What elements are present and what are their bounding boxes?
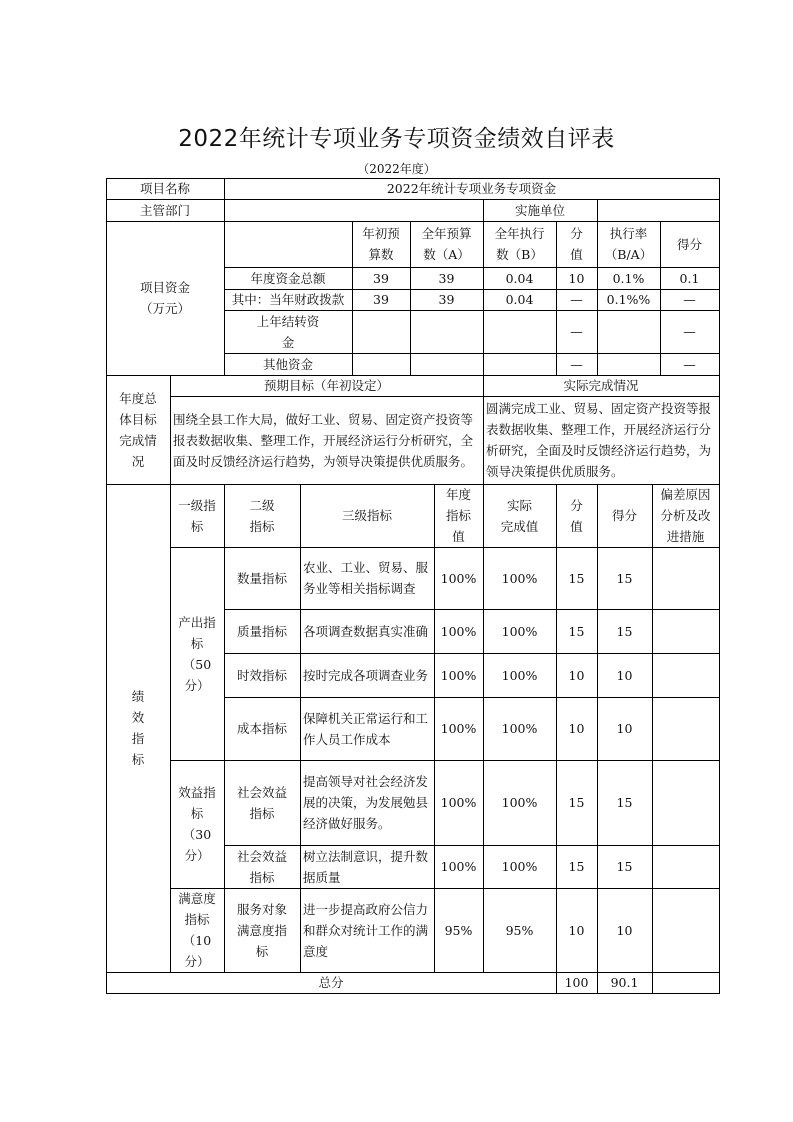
funds-header-score-max: 分 值 <box>570 226 583 262</box>
indicator-row-level3: 保障机关正常运行和工作人员工作成本 <box>303 710 429 747</box>
funds-row-initial <box>352 310 410 353</box>
indicator-row-level2: 社会效益 指标 <box>236 784 287 821</box>
grid-line <box>660 221 661 376</box>
grid-line <box>597 972 598 994</box>
grid-line <box>170 888 720 889</box>
funds-row-score_max: — <box>570 292 583 307</box>
indicator-row-actual: 95% <box>505 922 534 938</box>
grid-line <box>224 845 720 846</box>
grid-line <box>224 289 720 290</box>
funds-row-label: 其他资金 <box>262 356 313 372</box>
funds-row-executed <box>483 310 556 353</box>
indicator-row-score_max: 15 <box>568 570 585 586</box>
grid-line <box>170 375 171 485</box>
indicator-row-level2: 社会效益 指标 <box>236 848 287 885</box>
indicators-header-deviation: 偏差原因 分析及改 进措施 <box>660 487 711 544</box>
grid-line <box>170 547 720 548</box>
goals-expected-text: 围绕全县工作大局，做好工业、贸易、固定资产投资等报表数据收集、整理工作，开展经济运行分析研究，全面及时反馈经济运行趋势，为领导决策提供优质服务。 <box>173 411 474 469</box>
indicator-row-actual: 100% <box>501 795 538 810</box>
grid-line <box>410 221 411 376</box>
funds-row-rate <box>597 310 660 353</box>
indicator-row-level3: 各项调查数据真实准确 <box>303 623 429 639</box>
funds-row-label: 年度资金总额 <box>250 270 326 286</box>
funds-row-initial: 39 <box>373 270 389 286</box>
funds-header-executed: 全年执行 数（B） <box>494 226 545 262</box>
indicator-row-score: 15 <box>616 570 633 586</box>
grid-line <box>224 267 720 268</box>
grid-line <box>224 484 225 973</box>
indicator-row-score: 10 <box>616 667 633 683</box>
indicator-row-target: 95% <box>444 922 473 938</box>
indicator-row-target: 100% <box>440 667 477 683</box>
indicator-row-score_max: 10 <box>568 667 585 683</box>
funds-row-rate: 0.1%% <box>606 292 651 307</box>
goals-actual-header: 实际完成情况 <box>563 378 639 393</box>
funds-row-score: 0.1 <box>679 270 700 286</box>
grid-line <box>434 484 435 973</box>
funds-header-annual: 全年预算 数（A） <box>421 226 472 262</box>
indicator-row-target: 100% <box>440 721 477 736</box>
indicator-row-level2: 服务对象 满意度指 标 <box>236 901 287 959</box>
indicator-row-level3: 农业、工业、贸易、服务业等相关指标调查 <box>303 560 429 596</box>
indicators-header-score_max: 分 值 <box>570 497 583 534</box>
indicator-row-deviation <box>652 609 719 653</box>
funds-row-initial <box>352 353 410 375</box>
indicator-row-level3: 提高领导对社会经济发展的决策，为发展勉县经济做好服务。 <box>303 774 429 831</box>
indicator-row-score: 10 <box>616 922 633 938</box>
total-score-max: 100 <box>564 975 589 990</box>
indicator-row-deviation <box>652 845 719 888</box>
indicators-header-level2: 二级 指标 <box>249 497 275 534</box>
grid-line <box>556 221 557 376</box>
total-deviation <box>652 972 719 993</box>
dept-value <box>224 199 483 221</box>
indicator-group-satisfaction: 满意度 指标 （10 分） <box>178 891 216 969</box>
unit-label: 实施单位 <box>514 202 565 218</box>
indicator-row-score: 15 <box>616 623 633 639</box>
grid-line <box>224 653 720 654</box>
dept-label: 主管部门 <box>139 202 190 218</box>
funds-row-score_max: — <box>570 324 583 339</box>
indicator-row-target: 100% <box>440 623 477 639</box>
funds-row-rate <box>597 353 660 375</box>
indicator-row-actual: 100% <box>501 667 538 683</box>
grid-line <box>719 178 720 994</box>
funds-header-initial: 年初预 算数 <box>362 226 400 262</box>
indicator-row-score: 15 <box>616 859 633 874</box>
indicator-row-score_max: 10 <box>568 922 585 938</box>
indicators-header-actual: 实际 完成值 <box>500 497 539 534</box>
indicator-group-benefit: 效益指 标 （30 分） <box>178 785 216 863</box>
indicator-row-actual: 100% <box>501 721 538 736</box>
grid-line <box>106 972 720 973</box>
funds-row-executed <box>483 353 556 375</box>
indicator-row-score_max: 15 <box>568 859 585 874</box>
indicator-row-level2: 数量指标 <box>236 570 287 586</box>
grid-line <box>652 484 653 973</box>
grid-line <box>170 484 171 973</box>
grid-line <box>300 484 301 973</box>
indicator-row-deviation <box>652 547 719 609</box>
total-label: 总分 <box>318 975 344 990</box>
funds-row-initial: 39 <box>373 292 389 307</box>
indicator-row-deviation <box>652 653 719 697</box>
indicator-row-target: 100% <box>440 859 477 874</box>
grid-line <box>106 221 720 222</box>
grid-line <box>483 375 484 485</box>
grid-line <box>352 221 353 376</box>
funds-row-score: — <box>683 324 696 339</box>
funds-row-rate: 0.1% <box>612 270 645 286</box>
indicator-row-deviation <box>652 888 719 972</box>
indicator-row-level2: 成本指标 <box>236 721 287 736</box>
funds-row-annual: 39 <box>438 292 455 307</box>
goals-actual-text: 圆满完成工业、贸易、固定资产投资等报表数据收集、整理工作，开展经济运行分析研究，全面及时反馈经济运行趋势，为领导决策提供优质服务。 <box>486 401 712 479</box>
funds-row-score_max: — <box>570 356 583 372</box>
grid-line <box>106 178 107 994</box>
funds-row-label: 上年结转资 金 <box>256 313 320 350</box>
grid-line <box>106 375 720 376</box>
indicators-section-label: 绩 效 指 标 <box>131 689 145 767</box>
indicator-row-level3: 进一步提高政府公信力和群众对统计工作的满意度 <box>303 901 429 959</box>
indicator-row-score: 10 <box>616 721 633 736</box>
funds-row-label: 其中：当年财政拨款 <box>231 292 345 307</box>
project-name-label: 项目名称 <box>139 181 190 196</box>
indicator-row-level3: 树立法制意识，提升数据质量 <box>303 848 429 885</box>
unit-value <box>597 199 719 221</box>
grid-line <box>483 221 484 376</box>
funds-row-annual <box>410 353 483 375</box>
grid-line <box>483 484 484 973</box>
project-name-value: 2022年统计专项业务专项资金 <box>386 181 557 196</box>
grid-line <box>106 993 720 994</box>
indicator-row-actual: 100% <box>501 859 538 874</box>
indicator-row-target: 100% <box>440 795 477 810</box>
funds-row-score_max: 10 <box>568 270 585 286</box>
page-subtitle: （2022年度） <box>357 162 436 176</box>
funds-row-annual: 39 <box>438 270 455 286</box>
indicator-row-actual: 100% <box>501 623 538 639</box>
funds-row-score: — <box>683 292 696 307</box>
funds-label: 项目资金 （万元） <box>139 280 190 316</box>
indicator-group-output: 产出指 标 （50 分） <box>178 614 216 693</box>
grid-line <box>106 484 720 485</box>
grid-line <box>170 396 720 397</box>
indicators-header-score: 得分 <box>611 508 637 523</box>
indicator-row-score_max: 15 <box>568 795 585 810</box>
indicator-row-level3: 按时完成各项调查业务 <box>303 667 429 683</box>
indicators-header-level1: 一级指 标 <box>178 497 216 534</box>
funds-row-annual <box>410 310 483 353</box>
funds-row-executed: 0.04 <box>505 270 534 286</box>
page-title: 2022年统计专项业务专项资金绩效自评表 <box>178 126 615 152</box>
indicator-row-score: 15 <box>616 795 633 810</box>
indicator-row-level2: 时效指标 <box>236 667 287 683</box>
grid-line <box>224 697 720 698</box>
goals-label: 年度总 体目标 完成情 况 <box>119 390 157 469</box>
grid-line <box>224 353 720 354</box>
indicator-row-score_max: 10 <box>568 721 585 736</box>
funds-row-executed: 0.04 <box>505 292 534 307</box>
funds-row-score: — <box>683 356 696 372</box>
grid-line <box>224 609 720 610</box>
grid-line <box>170 760 720 761</box>
indicator-row-score_max: 15 <box>568 623 585 639</box>
grid-line <box>483 199 484 222</box>
grid-line <box>597 221 598 376</box>
grid-line <box>106 178 720 179</box>
grid-line <box>556 484 557 973</box>
grid-line <box>597 199 598 222</box>
indicators-header-target: 年度 指标 值 <box>445 487 471 544</box>
grid-line <box>652 972 653 994</box>
indicator-row-level2: 质量指标 <box>236 623 287 639</box>
indicator-row-deviation <box>652 760 719 845</box>
indicator-row-actual: 100% <box>501 570 538 586</box>
grid-line <box>556 972 557 994</box>
grid-line <box>224 178 225 376</box>
funds-header-score: 得分 <box>676 236 702 252</box>
indicator-row-deviation <box>652 697 719 760</box>
grid-line <box>597 484 598 973</box>
grid-line <box>224 310 720 311</box>
indicators-header-level3: 三级指标 <box>341 508 392 523</box>
grid-line <box>106 199 720 200</box>
indicator-row-target: 100% <box>440 570 477 586</box>
goals-expected-header: 预期目标（年初设定） <box>263 378 389 393</box>
total-score: 90.1 <box>610 975 639 990</box>
funds-header-rate: 执行率 （B/A） <box>604 226 653 262</box>
